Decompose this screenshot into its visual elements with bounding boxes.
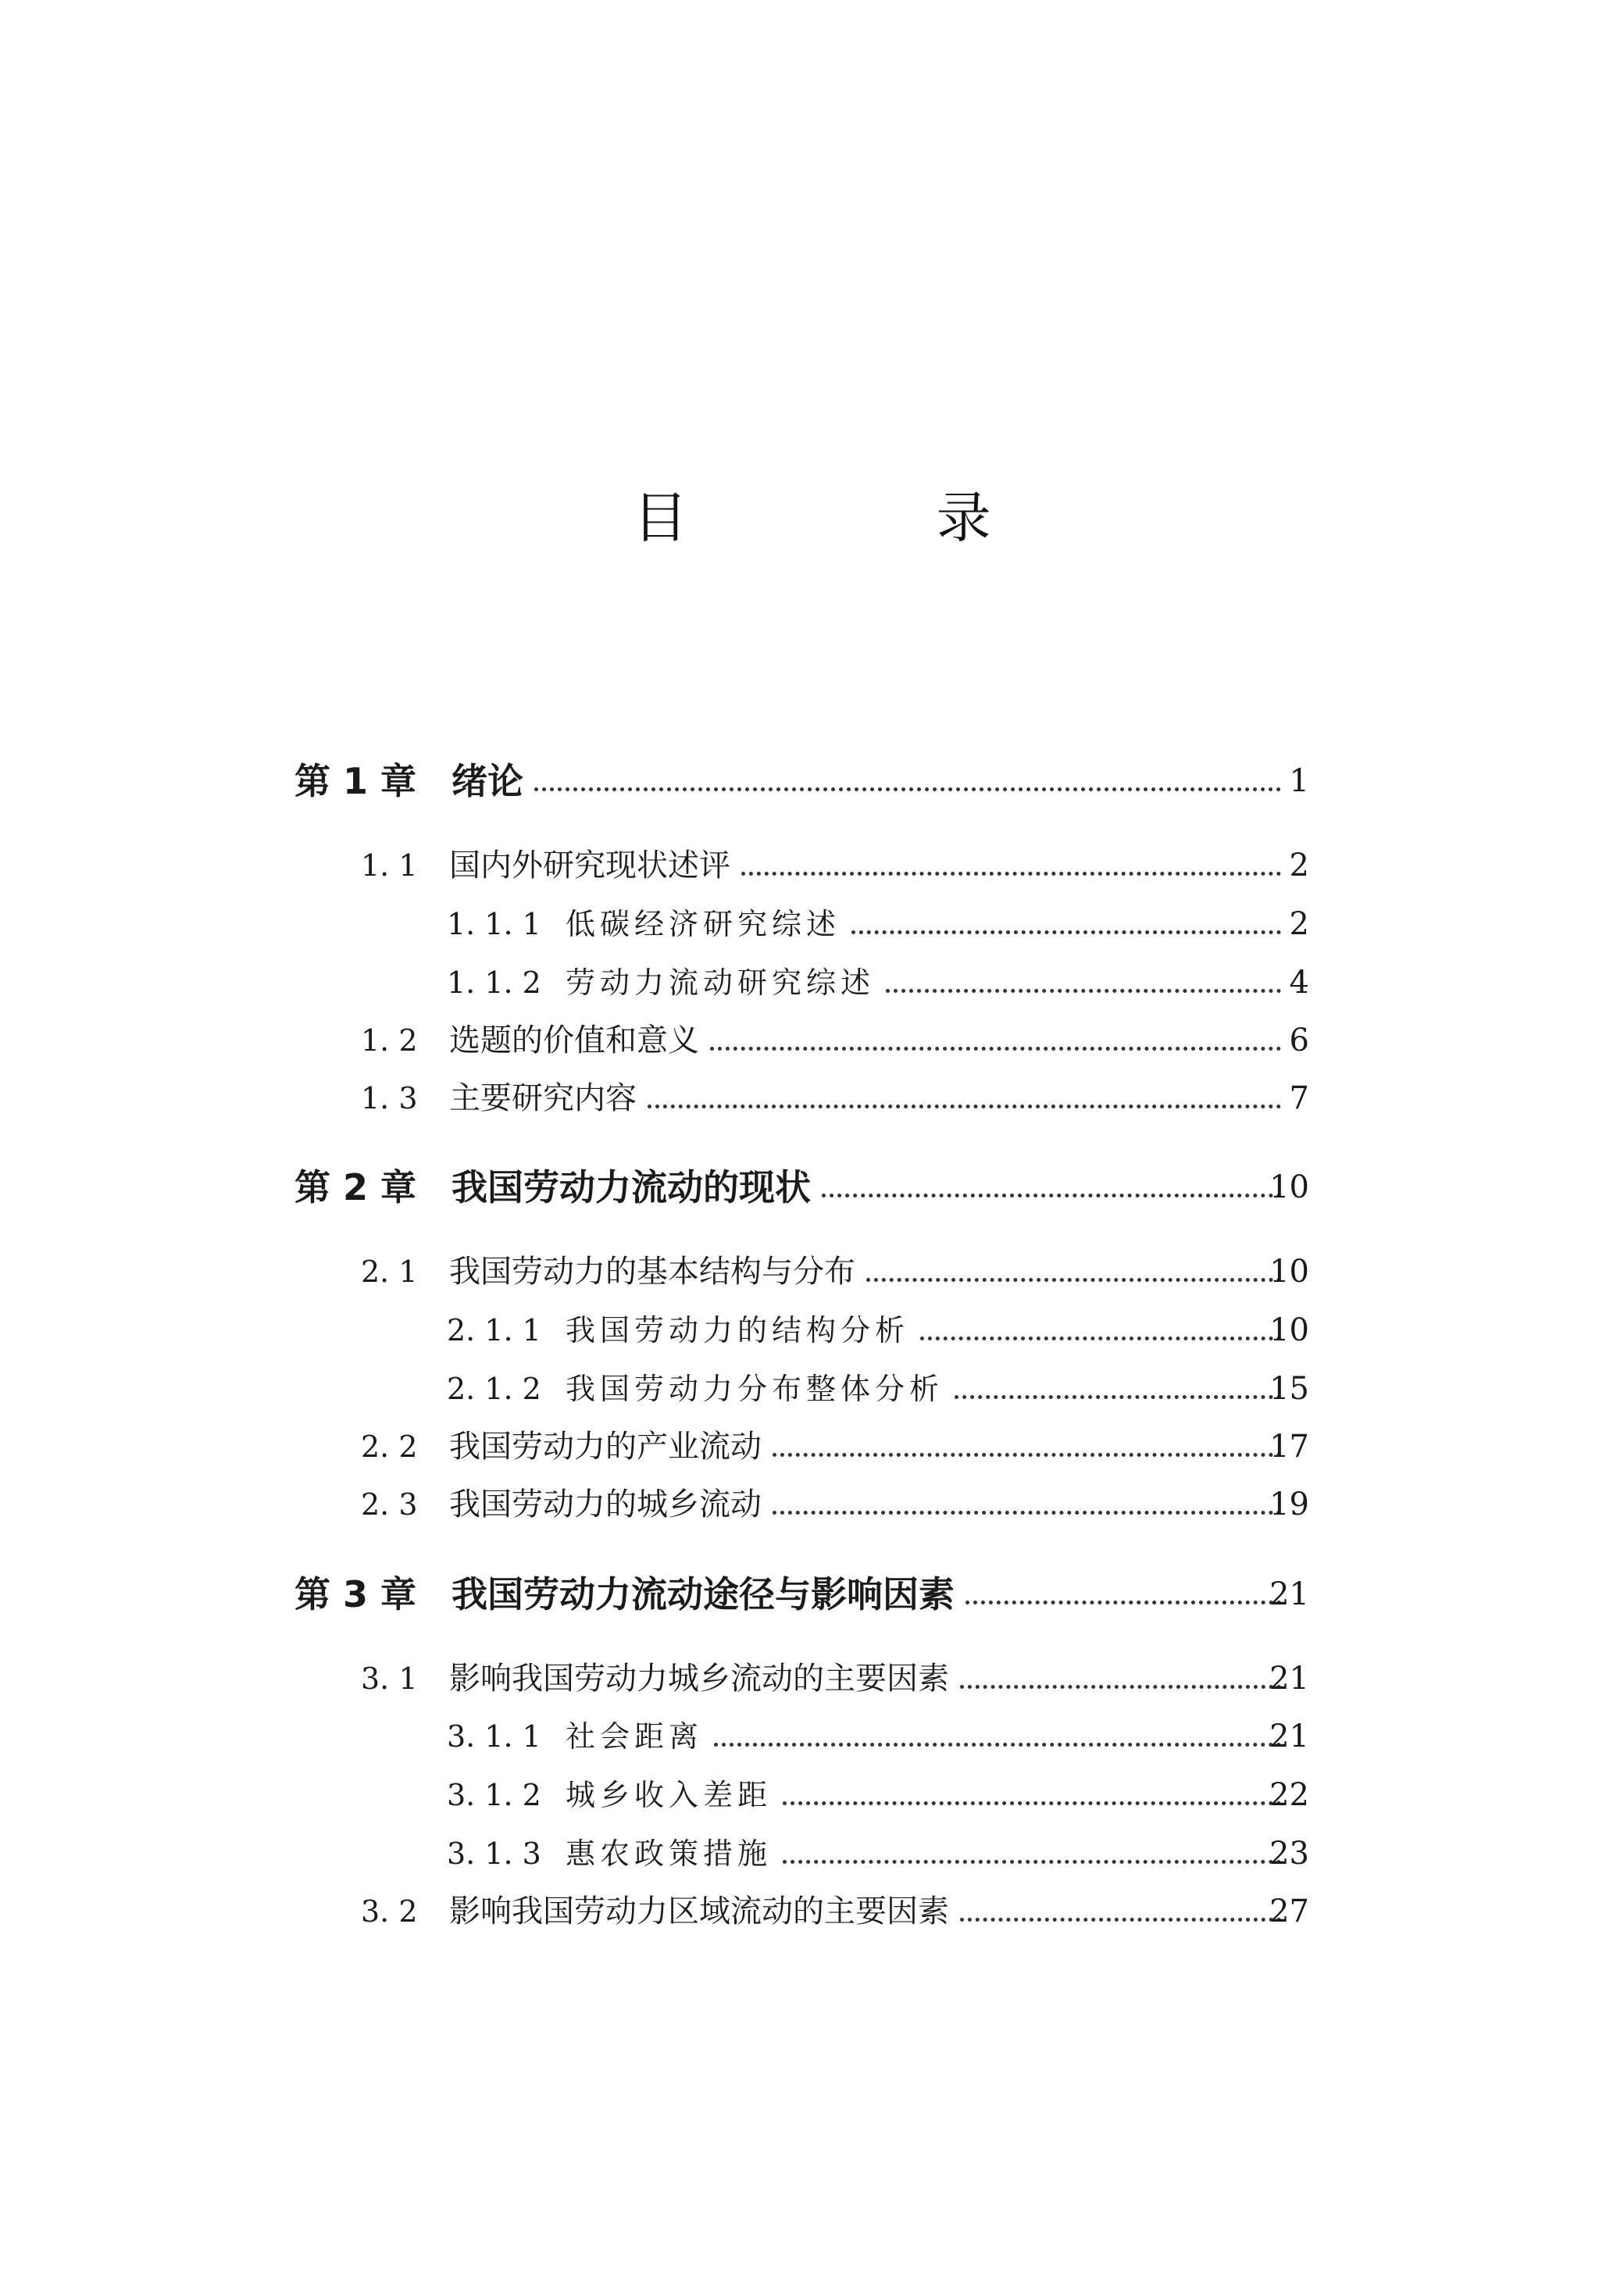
toc-entry-page: 6 (1289, 1023, 1309, 1058)
toc-section-entry[interactable] (0, 1017, 1624, 1064)
toc-entry-number: 3. 1. 3 (447, 1836, 541, 1871)
toc-dot-leader (714, 1700, 1281, 1747)
toc-entry-page: 22 (1269, 1777, 1309, 1813)
toc-entry-title: 劳动力流动研究综述 (566, 965, 876, 1000)
toc-dot-leader (960, 1875, 1281, 1922)
toc-entry-number: 3. 1 (361, 1661, 418, 1696)
toc-section-entry[interactable] (0, 1655, 1624, 1702)
toc-subsection-entry[interactable] (0, 1307, 1624, 1354)
toc-dot-leader (851, 887, 1281, 934)
toc-subsection-entry[interactable] (0, 1365, 1624, 1412)
toc-entry-page: 17 (1269, 1429, 1309, 1465)
toc-dot-leader (866, 1235, 1281, 1282)
toc-entry-page: 27 (1269, 1893, 1309, 1929)
toc-entry-number: 3. 1. 1 (447, 1719, 541, 1754)
toc-entry-title: 绪论 (452, 760, 523, 802)
toc-dot-leader (822, 1151, 1281, 1197)
toc-dot-leader (710, 1004, 1281, 1051)
toc-entry-number: 2. 3 (361, 1487, 418, 1522)
toc-dot-leader (886, 946, 1281, 993)
toc-entry-number: 2. 1 (361, 1255, 418, 1289)
toc-entry-page: 21 (1269, 1661, 1309, 1697)
toc-entry-number: 1. 3 (361, 1081, 418, 1115)
toc-entry-number: 2. 2 (361, 1429, 418, 1464)
toc-entry-title: 选题的价值和意义 (449, 1023, 699, 1058)
toc-chapter-entry[interactable] (0, 758, 1624, 805)
toc-entry-page: 23 (1269, 1836, 1309, 1872)
toc-entry-page: 10 (1269, 1169, 1309, 1205)
toc-section-entry[interactable] (0, 1888, 1624, 1935)
toc-entry-title: 我国劳动力的产业流动 (449, 1429, 762, 1465)
toc-dot-leader (965, 1558, 1281, 1604)
toc-entry-title: 我国劳动力流动的现状 (452, 1166, 811, 1208)
toc-entry-title: 低碳经济研究综述 (566, 907, 841, 941)
toc-section-entry[interactable] (0, 1248, 1624, 1295)
toc-entry-number: 2. 1. 2 (447, 1372, 541, 1406)
toc-section-entry[interactable] (0, 1423, 1624, 1470)
toc-entry-number: 第 1 章 (294, 760, 417, 802)
toc-dot-leader (955, 1352, 1281, 1399)
page-title: 目 录 (633, 486, 1107, 550)
toc-entry-number: 1. 1. 1 (447, 907, 541, 941)
toc-entry-page: 7 (1289, 1080, 1309, 1116)
toc-entry-number: 3. 1. 2 (447, 1778, 541, 1812)
toc-entry-title: 我国劳动力的基本结构与分布 (449, 1254, 855, 1290)
toc-entry-number: 1. 2 (361, 1023, 418, 1058)
toc-entry-title: 我国劳动力的城乡流动 (449, 1487, 762, 1522)
toc-entry-title: 我国劳动力的结构分析 (566, 1313, 910, 1347)
toc-entry-title: 惠农政策措施 (566, 1836, 773, 1871)
toc-entry-title: 国内外研究现状述评 (449, 848, 730, 883)
toc-section-entry[interactable] (0, 1075, 1624, 1122)
toc-entry-title: 社会距离 (566, 1719, 704, 1754)
toc-entry-page: 21 (1269, 1576, 1309, 1612)
toc-entry-number: 第 2 章 (294, 1166, 417, 1208)
toc-dot-leader (960, 1642, 1281, 1689)
toc-dot-leader (773, 1410, 1281, 1457)
toc-entry-title: 我国劳动力分布整体分析 (566, 1372, 944, 1406)
toc-entry-number: 3. 2 (361, 1894, 418, 1929)
toc-entry-title: 城乡收入差距 (566, 1778, 773, 1812)
toc-entry-title: 我国劳动力流动途径与影响因素 (452, 1573, 955, 1615)
toc-entry-page: 2 (1289, 848, 1309, 883)
toc-entry-page: 21 (1269, 1719, 1309, 1754)
toc-dot-leader (773, 1468, 1281, 1515)
toc-subsection-entry[interactable] (0, 959, 1624, 1006)
toc-chapter-entry[interactable] (0, 1571, 1624, 1618)
toc-subsection-entry[interactable] (0, 1830, 1624, 1877)
toc-entry-number: 1. 1. 2 (447, 965, 541, 1000)
toc-dot-leader (534, 744, 1281, 791)
toc-entry-number: 1. 1 (361, 848, 418, 883)
toc-entry-page: 19 (1269, 1487, 1309, 1522)
toc-dot-leader (920, 1294, 1281, 1340)
toc-entry-title: 主要研究内容 (449, 1080, 637, 1116)
toc-dot-leader (648, 1062, 1281, 1108)
toc-entry-number: 第 3 章 (294, 1573, 417, 1615)
toc-section-entry[interactable] (0, 842, 1624, 889)
toc-entry-page: 10 (1269, 1312, 1309, 1348)
toc-subsection-entry[interactable] (0, 1713, 1624, 1760)
toc-entry-title: 影响我国劳动力区域流动的主要因素 (449, 1893, 949, 1929)
toc-dot-leader (783, 1758, 1281, 1805)
toc-dot-leader (783, 1817, 1281, 1864)
toc-dot-leader (741, 829, 1281, 876)
toc-section-entry[interactable] (0, 1481, 1624, 1528)
toc-entry-title: 影响我国劳动力城乡流动的主要因素 (449, 1661, 949, 1697)
toc-entry-page: 4 (1289, 965, 1309, 1001)
toc-entry-page: 10 (1269, 1254, 1309, 1290)
toc-entry-page: 1 (1289, 763, 1309, 799)
toc-entry-number: 2. 1. 1 (447, 1313, 541, 1347)
toc-subsection-entry[interactable] (0, 901, 1624, 948)
toc-entry-page: 2 (1289, 906, 1309, 942)
toc-subsection-entry[interactable] (0, 1772, 1624, 1818)
toc-entry-page: 15 (1269, 1371, 1309, 1407)
toc-chapter-entry[interactable] (0, 1164, 1624, 1211)
